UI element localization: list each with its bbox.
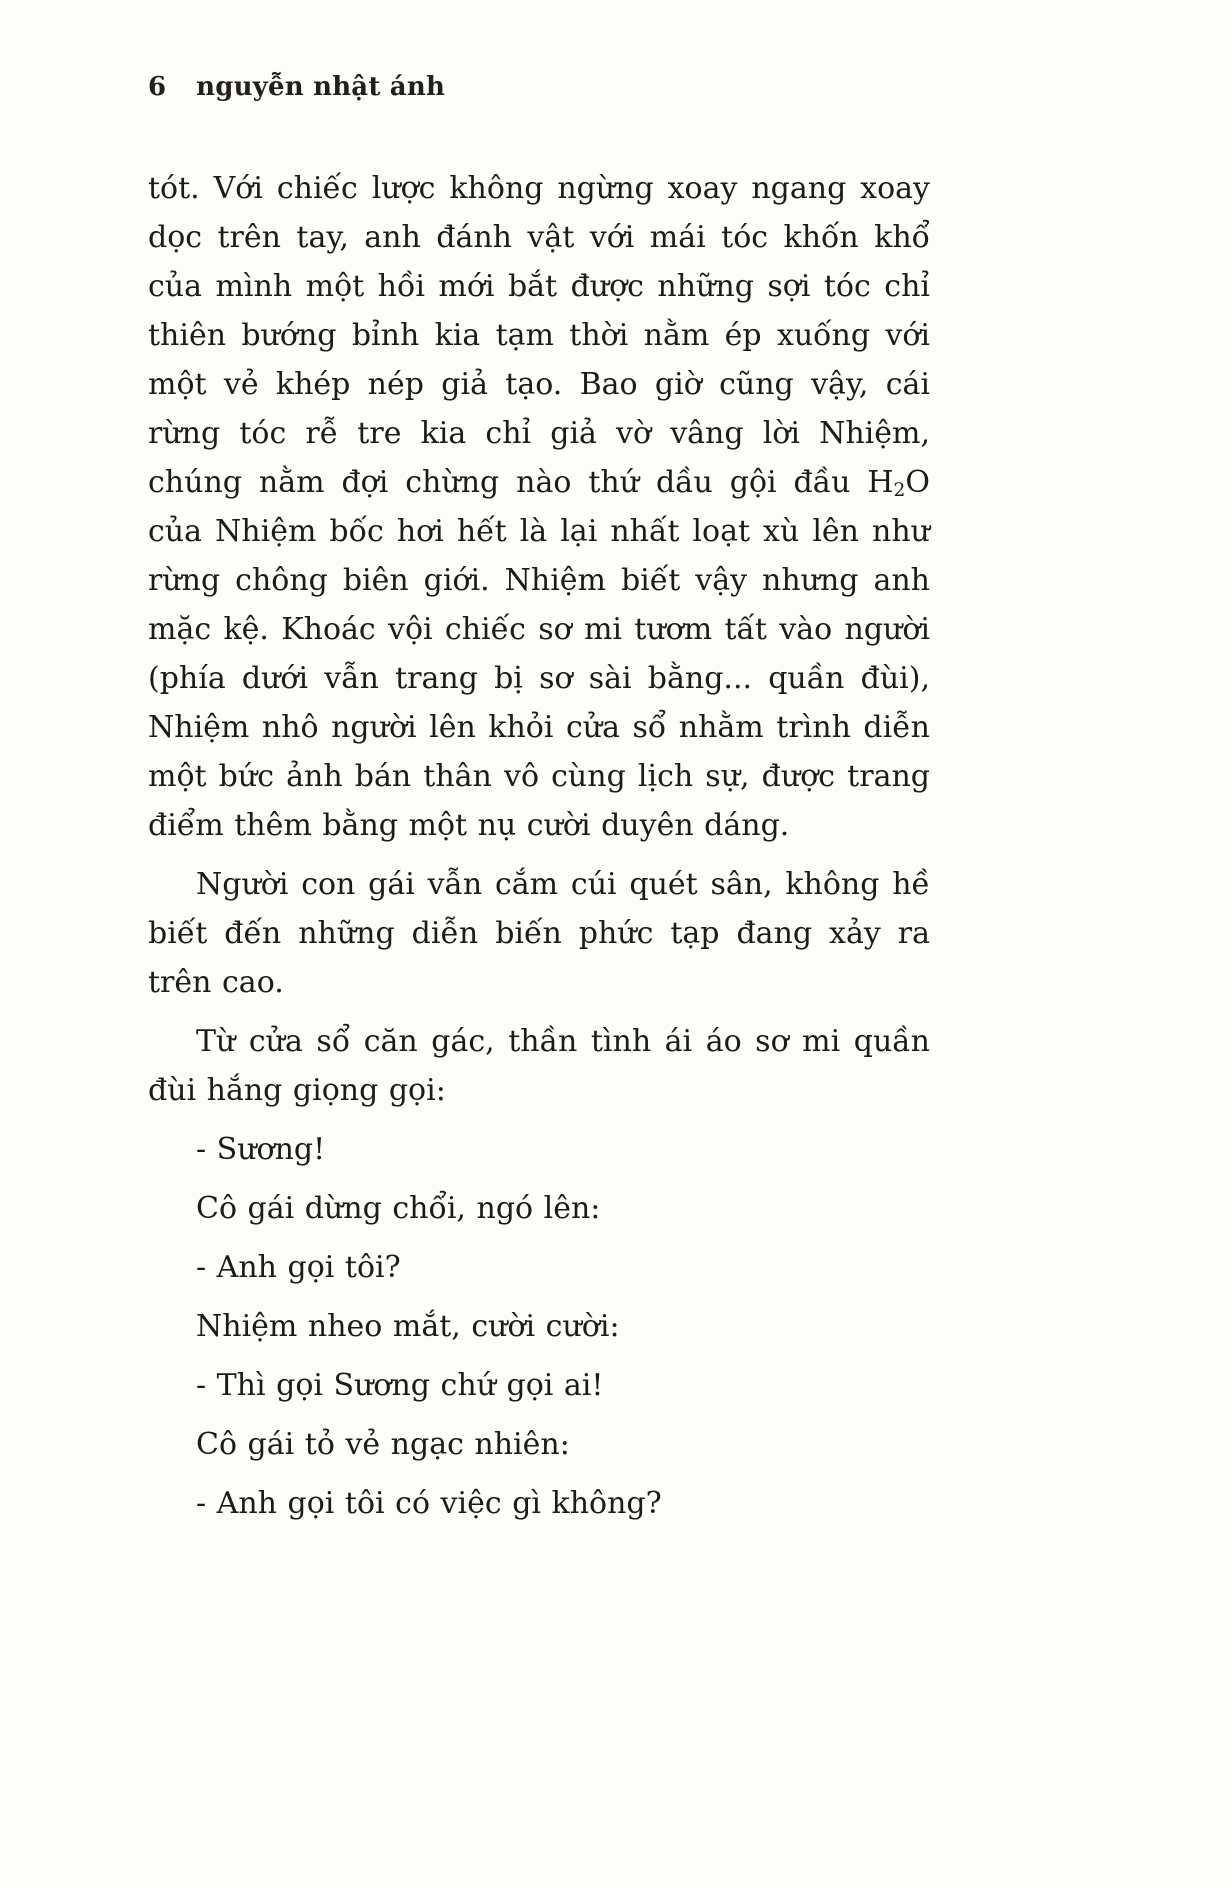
paragraph: Nhiệm nheo mắt, cười cười: (196, 1309, 620, 1344)
paragraph-text-post: O của Nhiệm bốc hơi hết là lại nhất loạt xù lên như rừng chông biên giới. Nhiệm biết vậy nhưng anh mặc kệ. Khoác vội chiếc sơ mi tươm tất vào người (phía dưới vẫn trang bị sơ sài bằng... quần đùi), Nhiệm nhô người lên khỏi cửa sổ nhằm trình diễn một bức ảnh bán thân vô cùng lịch sự, được trang điểm thêm bằng một nụ cười duyên dáng. (148, 465, 930, 843)
page-number: 6 (148, 72, 167, 102)
dialogue-line: - Anh gọi tôi? (196, 1250, 401, 1285)
paragraph: Cô gái tỏ vẻ ngạc nhiên: (196, 1427, 570, 1462)
running-title: nguyễn nhật ánh (196, 72, 446, 102)
page-header (148, 72, 930, 102)
paragraph: Từ cửa sổ căn gác, thần tình ái áo sơ mi quần đùi hắng giọng gọi: (148, 1024, 930, 1108)
paragraph-continuation (148, 164, 930, 850)
dialogue-line: - Anh gọi tôi có việc gì không? (196, 1486, 662, 1521)
paragraph: Người con gái vẫn cắm cúi quét sân, không hề biết đến những diễn biến phức tạp đang xảy ra trên cao. (148, 867, 930, 1000)
dialogue-line: - Sương! (196, 1132, 326, 1167)
paragraph: Cô gái dừng chổi, ngó lên: (196, 1191, 601, 1226)
subscript-2: 2 (893, 480, 906, 502)
page-body (148, 164, 930, 1528)
dialogue-line: - Thì gọi Sương chứ gọi ai! (196, 1368, 604, 1403)
paragraph-text-pre: tót. Với chiếc lược không ngừng xoay ngang xoay dọc trên tay, anh đánh vật với mái tóc khốn khổ của mình một hồi mới bắt được những sợi tóc chỉ thiên bướng bỉnh kia tạm thời nằm ép xuống với một vẻ khép nép giả tạo. Bao giờ cũng vậy, cái rừng tóc rễ tre kia chỉ giả vờ vâng lời Nhiệm, chúng nằm đợi chừng nào thứ dầu gội đầu H (148, 171, 930, 500)
